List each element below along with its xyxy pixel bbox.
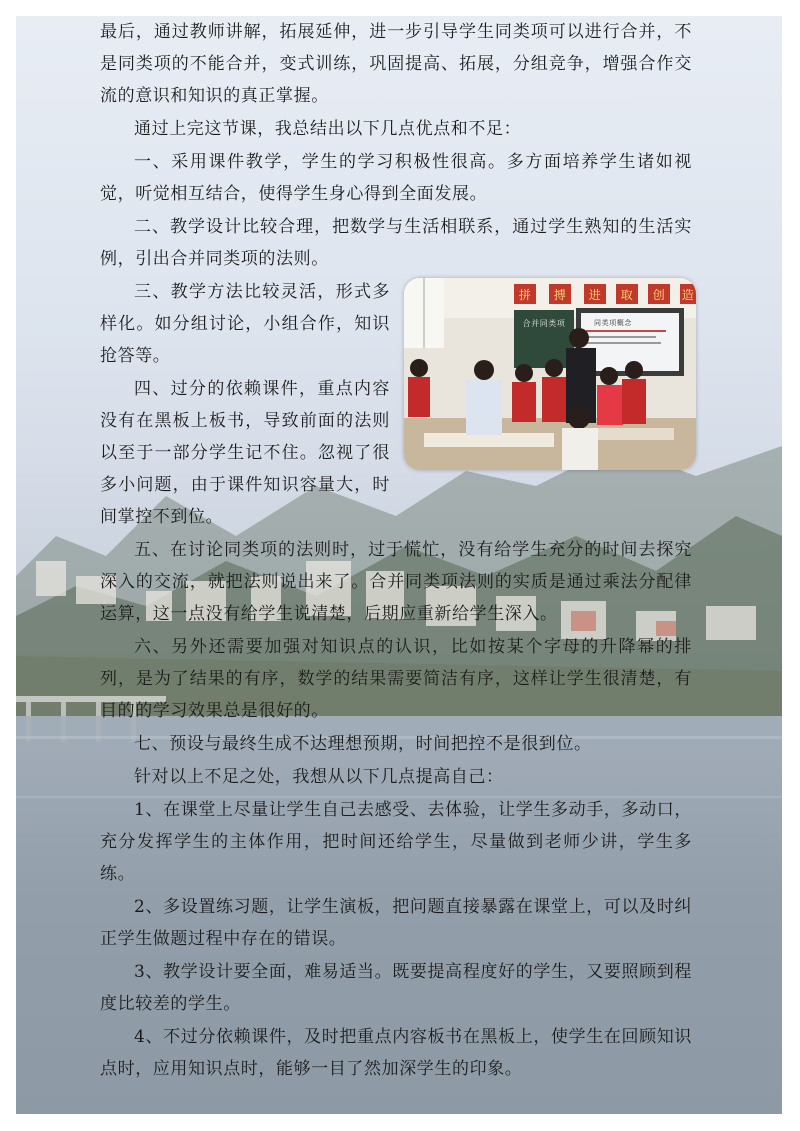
paragraph-point-1: 一、采用课件教学，学生的学习积极性很高。多方面培养学生诸如视觉，听觉相互结合，使得学生身心得到全面发展。 [100,152,692,204]
paragraph-improve-4: 4、不过分依赖课件，及时把重点内容板书在黑板上，使学生在回顾知识点时，应用知识点时，能够一目了然加深学生的印象。 [100,1027,692,1079]
blackboard-text: 合并同类项 [522,319,566,328]
paragraph-improve-2: 2、多设置练习题，让学生演板，把问题直接暴露在课堂上，可以及时纠正学生做题过程中存在的错误。 [100,897,692,949]
banner-char: 创 [652,288,666,302]
banner-char: 进 [588,288,602,302]
paragraph-point-2: 二、教学设计比较合理，把数学与生活相联系，通过学生熟知的生活实例，引出合并同类项的法则。 [100,217,692,269]
banner-char: 取 [620,288,634,302]
banner-char: 造 [681,288,695,302]
classroom-photo-icon [404,278,696,470]
paragraph-summary-intro: 通过上完这节课，我总结出以下几点优点和不足： [134,119,522,139]
banner-char: 搏 [553,288,567,302]
screen-title: 同类项概念 [594,319,632,327]
paragraph-point-4: 四、过分的依赖课件，重点内容没有在黑板上板书，导致前面的法则以至于一部分学生记不住。忽视了很多小问题，由于课件知识容量大，时间掌控不到位。 [100,379,390,527]
paragraph-point-5: 五、在讨论同类项的法则时，过于慌忙，没有给学生充分的时间去探究深入的交流，就把法则说出来了。合并同类项法则的实质是通过乘法分配律运算，这一点没有给学生说清楚，后期应重新给学生深入。 [100,540,692,624]
classroom-photo [404,278,696,470]
paragraph-improve-intro: 针对以上不足之处，我想从以下几点提高自己： [134,767,504,787]
paragraph-point-7: 七、预设与最终生成不达理想预期，时间把控不是很到位。 [134,734,592,754]
paragraph-point-3: 三、教学方法比较灵活，形式多样化。如分组讨论，小组合作，知识抢答等。 [100,282,390,366]
banner-char: 拼 [518,288,532,302]
paragraph-point-6: 六、另外还需要加强对知识点的认识，比如按某个字母的升降幂的排列，是为了结果的有序，数学的结果需要简洁有序，这样让学生很清楚，有目的的学习效果总是很好的。 [100,637,692,721]
paragraph-improve-3: 3、教学设计要全面，难易适当。既要提高程度好的学生，又要照顾到程度比较差的学生。 [100,962,692,1014]
paragraph-improve-1: 1、在课堂上尽量让学生自己去感受、去体验，让学生多动手，多动口，充分发挥学生的主体作用，把时间还给学生，尽量做到老师少讲，学生多练。 [100,800,692,884]
document-body [100,16,695,1086]
paragraph-continued: 最后，通过教师讲解，拓展延伸，进一步引导学生同类项可以进行合并，不是同类项的不能合并，变式训练，巩固提高、拓展，分组竞争，增强合作交流的意识和知识的真正掌握。 [100,22,692,106]
